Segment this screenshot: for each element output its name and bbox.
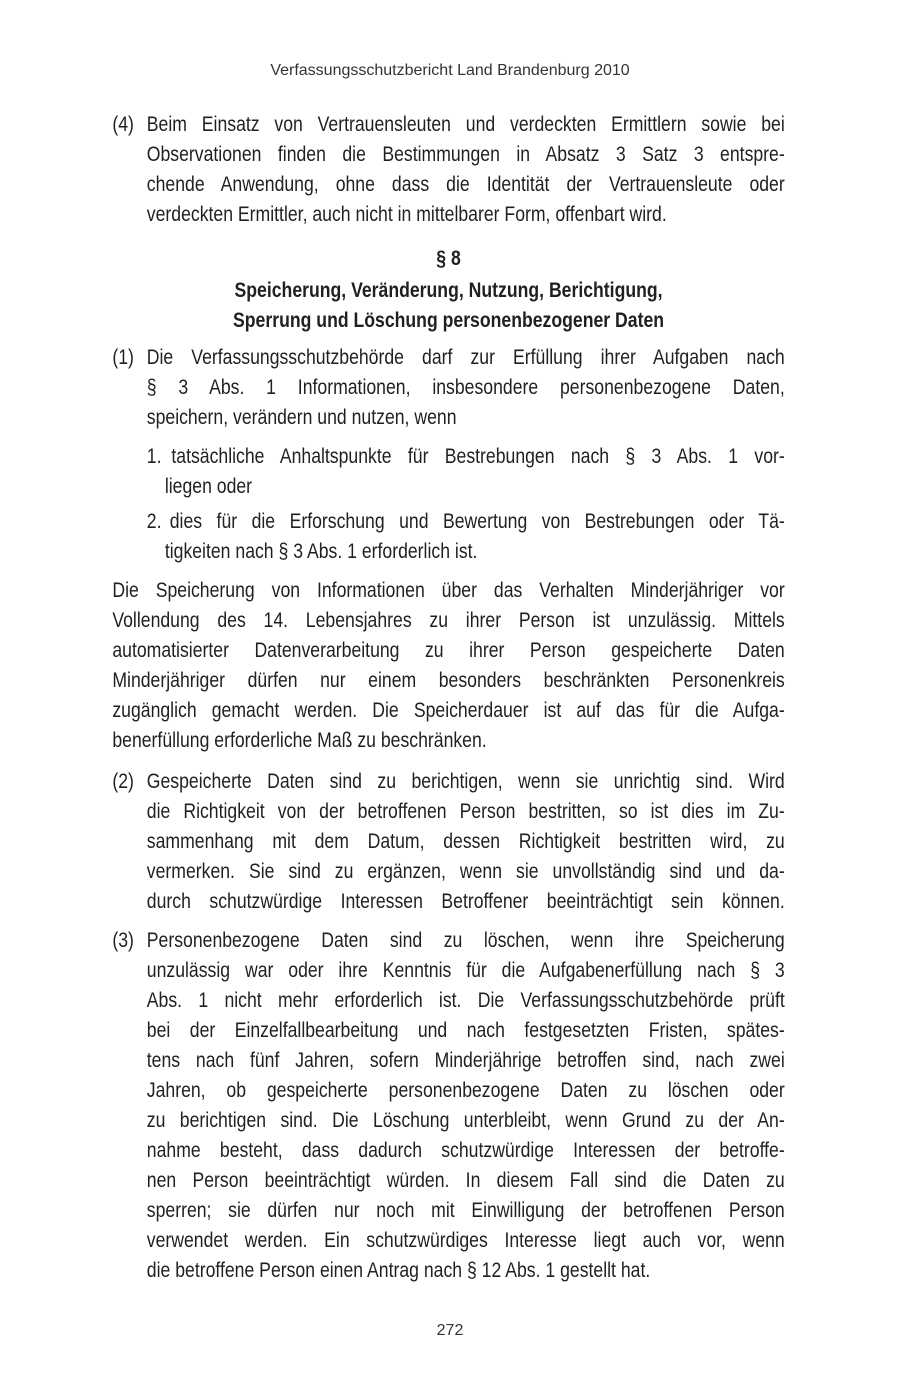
text-line: liegen oder — [164, 474, 253, 498]
paragraph-2 — [112, 766, 784, 916]
list-number: 1. — [146, 444, 162, 468]
text-line: sammenhang mit dem Datum, dessen Richtigkeit bestritten wird, zu — [146, 829, 785, 853]
section-title-line: Speicherung, Veränderung, Nutzung, Berichtigung, — [234, 278, 663, 302]
text-line: nahme besteht, dass dadurch schutzwürdige Interessen der betroffe- — [146, 1138, 785, 1162]
paragraph-number: (3) — [112, 928, 134, 952]
text-line: § 3 Abs. 1 Informationen, insbesondere personenbezogene Daten, — [146, 375, 785, 399]
text-line: Personenbezogene Daten sind zu löschen, wenn ihre Speicherung — [146, 928, 785, 952]
section-title — [112, 275, 784, 335]
text-line: zugänglich gemacht werden. Die Speicherdauer ist auf das für die Aufga- — [112, 698, 785, 722]
free-paragraph — [112, 575, 784, 755]
text-line: die Richtigkeit von der betroffenen Person bestritten, so ist dies im Zu- — [146, 799, 785, 823]
text-line: Jahren, ob gespeicherte personenbezogene Daten zu löschen oder — [146, 1078, 785, 1102]
list-item-2 — [147, 506, 785, 566]
text-line: vermerken. Sie sind zu ergänzen, wenn sie unvollständig sind und da- — [146, 859, 785, 883]
text-line: dies für die Erforschung und Bewertung von Bestrebungen oder Tä- — [169, 509, 785, 533]
section-number: § 8 — [436, 246, 461, 270]
text-line: Minderjähriger dürfen nur einem besonders beschränkten Personenkreis — [112, 668, 785, 692]
paragraph-number: (2) — [112, 769, 134, 793]
text-line: die betroffene Person einen Antrag nach § 12 Abs. 1 gestellt hat. — [146, 1258, 651, 1282]
paragraph-4 — [112, 109, 784, 229]
text-line: verwendet werden. Ein schutzwürdiges Interesse liegt auch vor, wenn — [146, 1228, 785, 1252]
paragraph-number: (1) — [112, 345, 134, 369]
text-line: automatisierter Datenverarbeitung zu ihrer Person gespeicherte Daten — [112, 638, 785, 662]
text-line: chende Anwendung, ohne dass die Identität der Vertrauensleute oder — [146, 172, 785, 196]
paragraph-number: (4) — [112, 112, 134, 136]
paragraph-lines — [147, 342, 785, 432]
text-line: tens nach fünf Jahren, sofern Minderjährige betroffen sind, nach zwei — [146, 1048, 785, 1072]
text-line: verdeckten Ermittler, auch nicht in mittelbarer Form, offenbart wird. — [146, 202, 667, 226]
list-number: 2. — [146, 509, 162, 533]
text-line: zu berichtigen sind. Die Löschung unterbleibt, wenn Grund zu der An- — [146, 1108, 785, 1132]
paragraph-lines — [147, 925, 785, 1285]
page-number: 272 — [436, 1322, 464, 1339]
text-line: Abs. 1 nicht mehr erforderlich ist. Die Verfassungsschutzbehörde prüft — [146, 988, 785, 1012]
text-line: speichern, verändern und nutzen, wenn — [146, 405, 457, 429]
list-item-lines — [165, 441, 785, 501]
text-line: Die Verfassungsschutzbehörde darf zur Erfüllung ihrer Aufgaben nach — [146, 345, 785, 369]
list-item-1 — [147, 441, 785, 501]
text-line: Vollendung des 14. Lebensjahres zu ihrer Person ist unzulässig. Mittels — [112, 608, 785, 632]
paragraph-lines — [147, 109, 785, 229]
running-header: Verfassungsschutzbericht Land Brandenburg 2010 — [270, 62, 630, 79]
list-item-lines — [165, 506, 785, 566]
paragraph-3 — [112, 925, 784, 1285]
text-line: sperren; sie dürfen nur noch mit Einwilligung der betroffenen Person — [146, 1198, 785, 1222]
text-line: tatsächliche Anhaltspunkte für Bestrebungen nach § 3 Abs. 1 vor- — [171, 444, 785, 468]
text-line: nen Person beeinträchtigt würden. In diesem Fall sind die Daten zu — [146, 1168, 785, 1192]
text-line: unzulässig war oder ihre Kenntnis für die Aufgabenerfüllung nach § 3 — [146, 958, 785, 982]
text-line: Observationen finden die Bestimmungen in Absatz 3 Satz 3 entspre- — [146, 142, 785, 166]
text-line: bei der Einzelfallbearbeitung und nach festgesetzten Fristen, spätes- — [146, 1018, 785, 1042]
paragraph-lines — [147, 766, 785, 916]
text-line: Die Speicherung von Informationen über das Verhalten Minderjähriger vor — [112, 578, 785, 602]
text-line: Gespeicherte Daten sind zu berichtigen, wenn sie unrichtig sind. Wird — [146, 769, 785, 793]
text-line: Beim Einsatz von Vertrauensleuten und verdeckten Ermittlern sowie bei — [146, 112, 785, 136]
text-line: durch schutzwürdige Interessen Betroffener beeinträchtigt sein können. — [146, 889, 785, 913]
paragraph-1 — [112, 342, 784, 432]
text-line: tigkeiten nach § 3 Abs. 1 erforderlich ist. — [164, 539, 478, 563]
text-line: benerfüllung erforderliche Maß zu beschränken. — [112, 728, 487, 752]
section-title-line: Sperrung und Löschung personenbezogener Daten — [233, 308, 665, 332]
